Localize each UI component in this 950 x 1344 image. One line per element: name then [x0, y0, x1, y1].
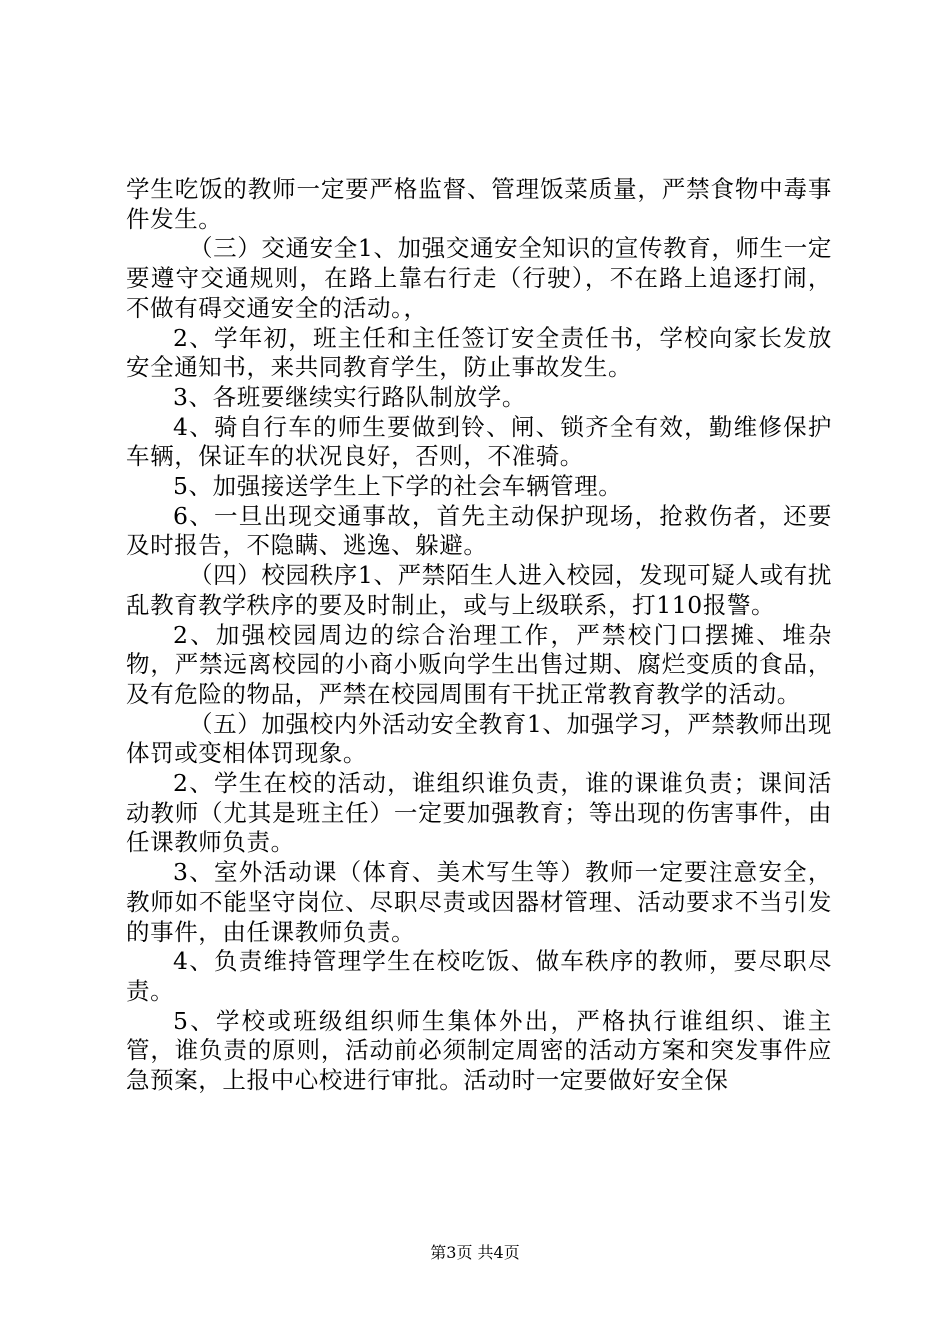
page-footer: 第3页 共4页: [430, 1243, 520, 1262]
paragraph-traffic-6: 6、一旦出现交通事故，首先主动保护现场，抢救伤者，还要及时报告，不隐瞒、逃逸、躲避。: [126, 501, 832, 560]
paragraph-traffic-3: 3、各班要继续实行路队制放学。: [173, 382, 526, 411]
paragraph-section-traffic-safety: （三）交通安全1、加强交通安全知识的宣传教育，师生一定要遵守交通规则，在路上靠右行走（行驶），不在路上追逐打闹，不做有碍交通安全的活动。，: [126, 234, 832, 322]
paragraph-traffic-4: 4、骑自行车的师生要做到铃、闸、锁齐全有效，勤维修保护车辆，保证车的状况良好，否则，不准骑。: [126, 412, 832, 471]
paragraph-section-campus-order: （四）校园秩序1、严禁陌生人进入校园，发现可疑人或有扰乱教育教学秩序的要及时制止，或与上级联系，打110报警。: [126, 561, 832, 619]
paragraph-activity-3: 3、室外活动课（体育、美术写生等）教师一定要注意安全，教师如不能坚守岗位、尽职尽责或因器材管理、活动要求不当引发的事件，由任课教师负责。: [126, 858, 832, 946]
paragraph-continuation: 学生吃饭的教师一定要严格监督、管理饭菜质量，严禁食物中毒事件发生。: [126, 175, 832, 233]
document-body: [126, 175, 832, 1096]
paragraph-activity-5: 5、学校或班级组织师生集体外出，严格执行谁组织、谁主管，谁负责的原则，活动前必须制定周密的活动方案和突发事件应急预案，上报中心校进行审批。活动时一定要做好安全保: [126, 1006, 832, 1095]
paragraph-activity-2: 2、学生在校的活动，谁组织谁负责，谁的课谁负责；课间活动教师（尤其是班主任）一定要加强教育；等出现的伤害事件，由任课教师负责。: [126, 769, 832, 857]
paragraph-traffic-2: 2、学年初，班主任和主任签订安全责任书，学校向家长发放安全通知书，来共同教育学生，防止事故发生。: [126, 323, 832, 382]
paragraph-activity-4: 4、负责维持管理学生在校吃饭、做车秩序的教师，要尽职尽责。: [126, 947, 832, 1005]
paragraph-campus-2: 2、加强校园周边的综合治理工作，严禁校门口摆摊、堆杂物，严禁远离校园的小商小贩向学生出售过期、腐烂变质的食品，及有危险的物品，严禁在校园周围有干扰正常教育教学的活动。: [126, 620, 832, 708]
paragraph-traffic-5: 5、加强接送学生上下学的社会车辆管理。: [173, 472, 623, 501]
paragraph-section-activity-safety: （五）加强校内外活动安全教育1、加强学习，严禁教师出现体罚或变相体罚现象。: [126, 709, 832, 768]
